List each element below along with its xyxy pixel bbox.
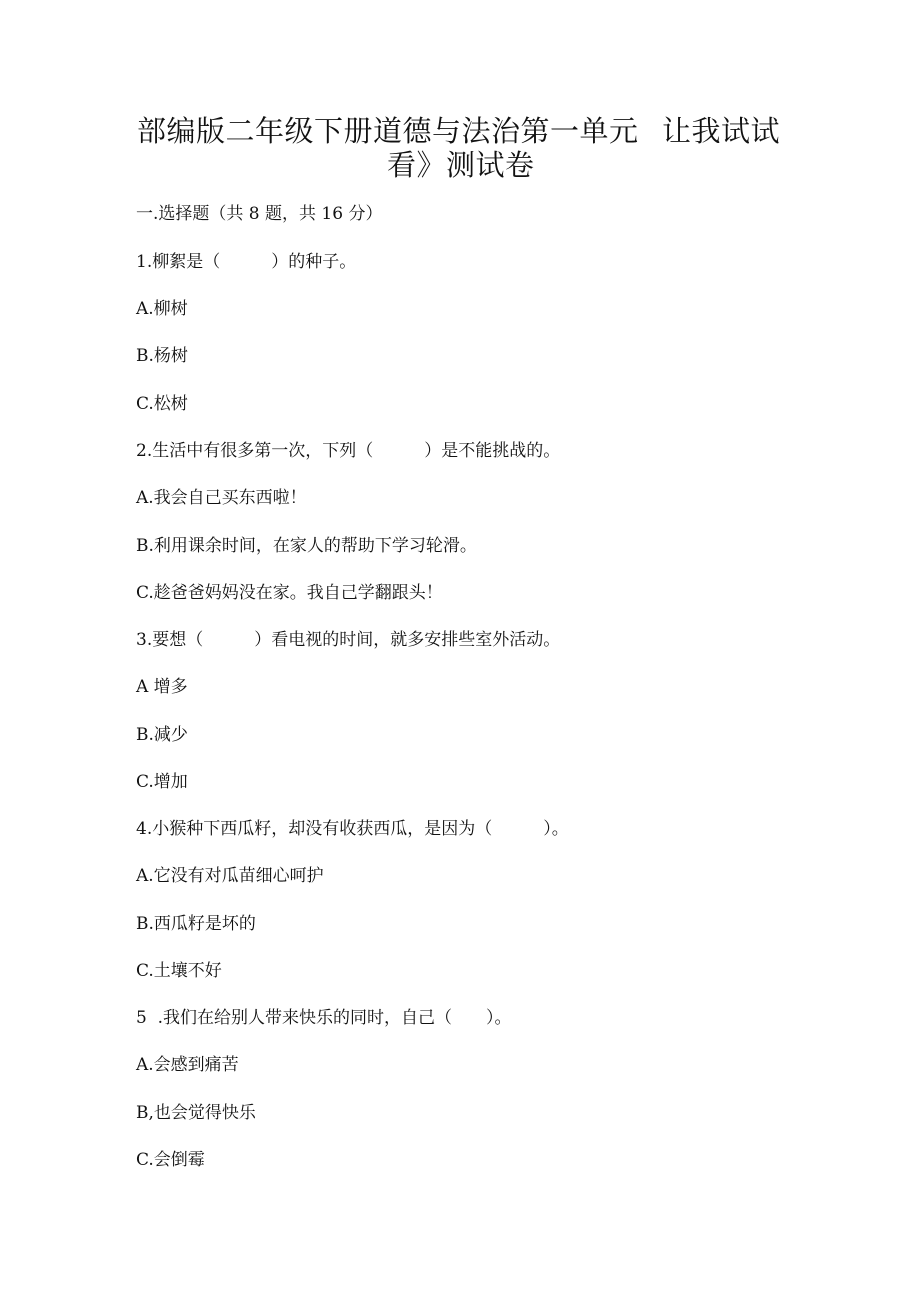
document-title-line1-part2: 让我试试 [662,114,781,148]
question-5-option-c: C.会倒霉 [136,1150,205,1170]
question-4-stem: 4.小猴种下西瓜籽，却没有收获西瓜，是因为（ ）。 [136,819,569,839]
question-1-option-c: C.松树 [136,394,188,414]
question-3-option-a: A 增多 [136,677,188,697]
question-5-option-a: A.会感到痛苦 [136,1055,239,1075]
question-5-stem: 5 .我们在给别人带来快乐的同时，自己（ ）。 [136,1008,512,1028]
question-5-option-b: B,也会觉得快乐 [136,1103,256,1123]
document-title-line2: 看》测试卷 [387,148,535,182]
question-4-option-a: A.它没有对瓜苗细心呵护 [136,866,324,886]
question-4-option-b: B.西瓜籽是坏的 [136,914,256,934]
question-3-option-b: B.减少 [136,725,188,745]
question-2-stem: 2.生活中有很多第一次，下列（ ）是不能挑战的。 [136,441,561,461]
question-1-option-a: A.柳树 [136,299,188,319]
question-1-stem: 1.柳絮是（ ）的种子。 [136,252,357,272]
question-3-stem: 3.要想（ ）看电视的时间，就多安排些室外活动。 [136,630,561,650]
question-2-option-c: C.趁爸爸妈妈没在家。我自己学翻跟头！ [136,583,443,603]
question-2-option-a: A.我会自己买东西啦！ [136,488,307,508]
section-heading: 一.选择题（共 8 题，共 16 分） [136,204,383,224]
question-3-option-c: C.增加 [136,772,188,792]
question-1-option-b: B.杨树 [136,346,188,366]
question-2-option-b: B.利用课余时间，在家人的帮助下学习轮滑。 [136,536,477,556]
document-title-line1-part1: 部编版二年级下册道德与法治第一单元 [137,114,639,148]
question-4-option-c: C.土壤不好 [136,961,222,981]
